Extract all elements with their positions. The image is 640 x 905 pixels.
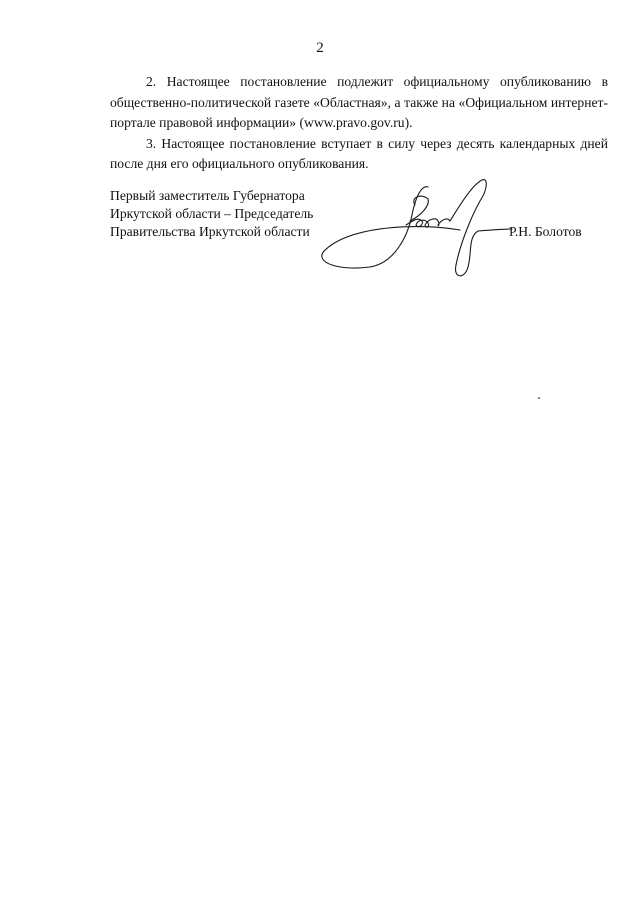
signatory-position (110, 187, 313, 241)
handwritten-signature (310, 175, 520, 285)
signatory-position-line: Иркутской области – Председатель (110, 206, 314, 221)
signatory-position-line: Правительства Иркутской области (110, 224, 310, 239)
scan-artifact (538, 397, 540, 399)
document-body (110, 72, 608, 175)
signatory-name: Р.Н. Болотов (509, 224, 582, 239)
page-number: 2 (316, 40, 324, 56)
paragraph-effective-date: 3. Настоящее постановление вступает в силу через десять календарных дней после дня его официального опубликования. (110, 135, 608, 171)
signatory-position-line: Первый заместитель Губернатора (110, 188, 305, 203)
paragraph-publication: 2. Настоящее постановление подлежит официальному опубликованию в общественно-политической газете «Областная», а также на «Официальном интернет-портале правовой информации» (www.pravo.gov.ru). (110, 74, 608, 130)
